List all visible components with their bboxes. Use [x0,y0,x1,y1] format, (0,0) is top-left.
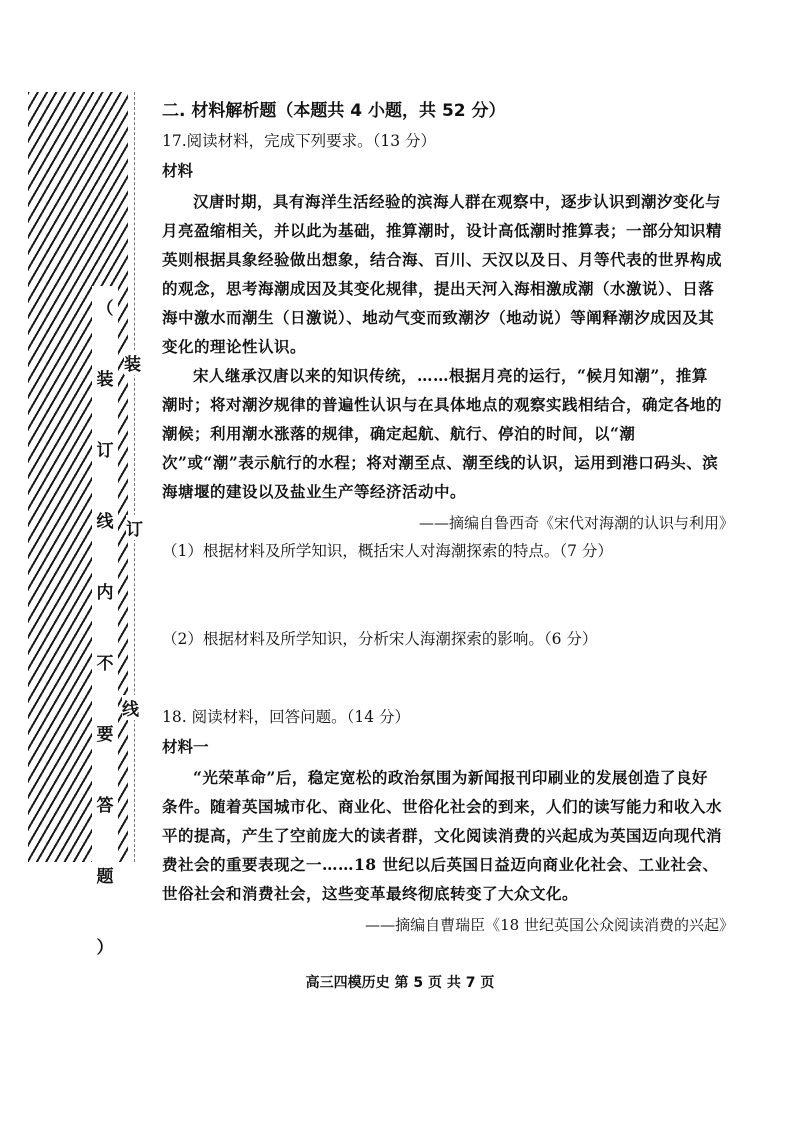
question-17-source: ——摘编自鲁西奇《宋代对海潮的认识与利用》 [418,514,734,532]
answer-space [162,561,722,623]
binding-line-char: 线 [122,695,139,720]
question-17-paragraph-2: 宋人继承汉唐以来的知识传统，……根据月亮的运行，“候月知潮”，推算潮时；将对潮汐规律的普遍性认识与在具体地点的观察实践相结合，确定各地的潮候；利用潮水涨落的规律，确定起航、航行、停泊的时间，以“潮次”或“潮”表示航行的水程；将对潮至点、潮至线的认识，运用到港口码头、滨海塘堰的建设以及盐业生产等经济活动中。 [162,366,723,501]
question-18-material-label: 材料一 [162,738,209,756]
question-18-source: ——摘编自曹瑞臣《18 世纪英国公众阅读消费的兴起》 [365,916,734,934]
answer-space [162,649,722,705]
binding-warning-char: 内 [96,583,114,603]
question-17-title: 17.阅读材料，完成下列要求。（13 分） [162,132,437,150]
question-17-sub-2: （2）根据材料及所学知识，分析宋人海潮探索的影响。（6 分） [162,630,598,648]
question-17-paragraph-1: 汉唐时期，具有海洋生活经验的滨海人群在观察中，逐步认识到潮汐变化与月亮盈缩相关，并以此为基础，推算潮时，设计高低潮时推算表；一部分知识精英则根据具象经验做出想象，结合海、百川、天汉以及日、月等代表的世界构成的观念，思考海潮成因及其变化规律，提出天河入海相激成潮（水激说）、日落海中激水而潮生（日激说）、地动气变而致潮汐（地动说）等阐释潮汐成因及其变化的理论性认识。 [162,192,723,356]
binding-line-char: 订 [126,515,143,540]
binding-line-char: 装 [124,350,141,375]
binding-line-label [124,350,146,730]
question-18-paragraph: “光荣革命”后，稳定宽松的政治氛围为新闻报刊印刷业的发展创造了良好条件。随着英国城市化、商业化、世俗化社会的到来，人们的读写能力和收入水平的提高，产生了空前庞大的读者群，文化阅读消费的兴起成为英国迈向现代消费社会的重要表现之一……18 世纪以后英国日益迈向商业化社会、工业社会、世俗社会和消费社会，这些变革最终彻底转变了大众文化。 [162,768,723,903]
binding-warning-char: 线 [96,512,114,532]
section-title: 二. 材料解析题（本题共 4 小题，共 52 分） [162,101,506,121]
question-18-title: 18. 阅读材料，回答问题。（14 分） [162,708,410,726]
binding-warning-char: 不 [96,654,114,674]
exam-content [162,96,734,941]
binding-warning-char: ） [96,938,114,958]
binding-warning-char: 订 [96,441,114,461]
binding-warning-char: 要 [96,725,114,745]
binding-warning-char: 装 [96,370,114,390]
binding-warning-char: （ [96,299,114,319]
binding-warning-char: 题 [96,867,114,887]
binding-warning-char: 答 [96,796,114,816]
binding-warning-label [92,286,118,966]
page-footer: 高三四模历史 第 5 页 共 7 页 [305,975,495,991]
question-17-sub-1: （1）根据材料及所学知识，概括宋人对海潮探索的特点。（7 分） [162,542,613,560]
question-17-material-label: 材料 [162,162,194,180]
